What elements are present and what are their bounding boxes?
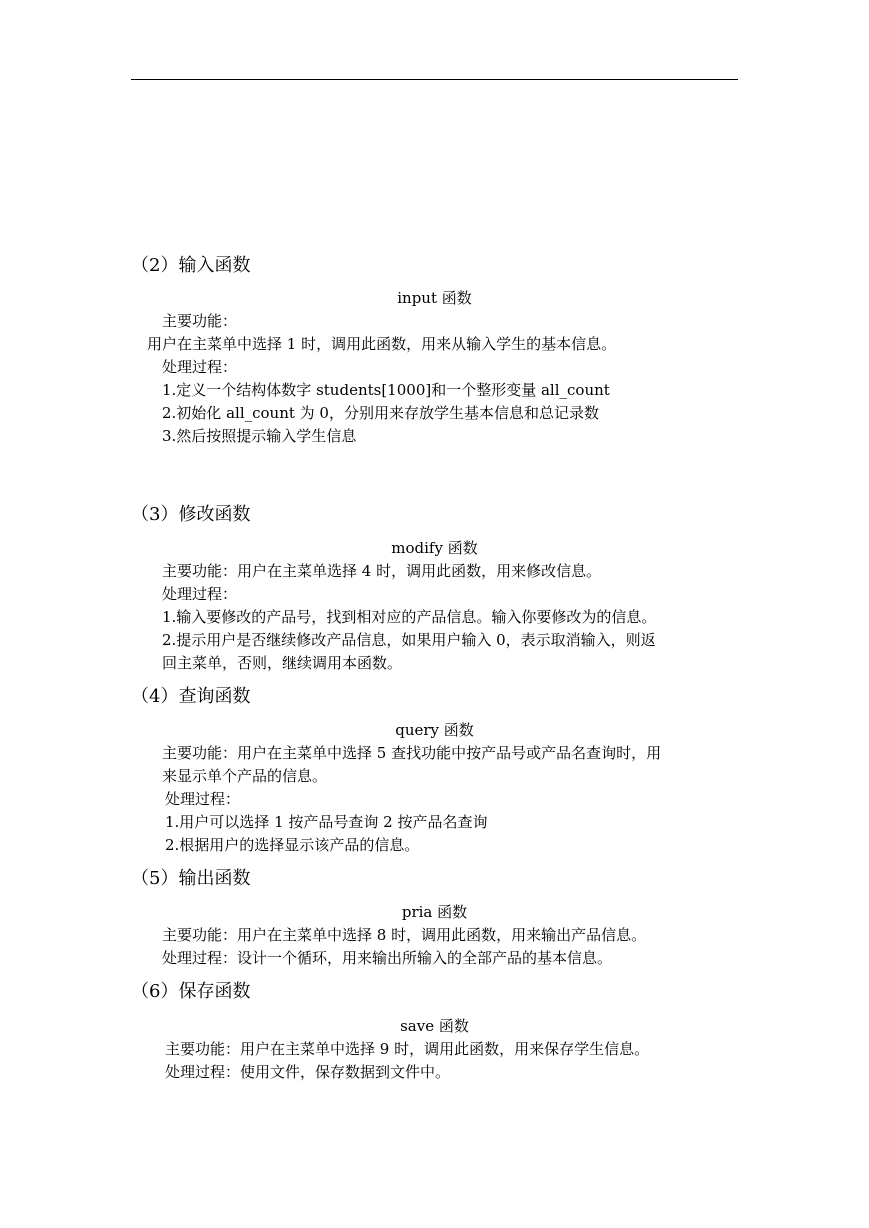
section-heading-input: （2）输入函数 xyxy=(131,255,251,276)
paragraph-line: 主要功能：用户在主菜单中选择 5 查找功能中按产品号或产品名查询时，用 xyxy=(162,744,662,762)
paragraph-line: 2.根据用户的选择显示该产品的信息。 xyxy=(165,836,420,854)
section-heading-query: （4）查询函数 xyxy=(131,686,251,707)
paragraph-line: 1.输入要修改的产品号，找到相对应的产品信息。输入你要修改为的信息。 xyxy=(162,608,657,626)
paragraph-line: 回主菜单，否则，继续调用本函数。 xyxy=(162,654,403,672)
section-caption-save: save 函数 xyxy=(400,1017,469,1035)
paragraph-line: 1.定义一个结构体数字 students[1000]和一个整形变量 all_count xyxy=(162,381,610,399)
paragraph-line: 处理过程： xyxy=(162,358,238,376)
section-caption-query: query 函数 xyxy=(395,721,474,739)
paragraph-line: 处理过程： xyxy=(162,585,238,603)
paragraph-line: 3.然后按照提示输入学生信息 xyxy=(162,427,357,445)
paragraph-line: 主要功能：用户在主菜单中选择 8 时，调用此函数，用来输出产品信息。 xyxy=(162,926,647,944)
paragraph-line: 来显示单个产品的信息。 xyxy=(162,767,328,785)
section-heading-output: （5）输出函数 xyxy=(131,868,251,889)
paragraph-line: 主要功能：用户在主菜单选择 4 时，调用此函数，用来修改信息。 xyxy=(162,562,602,580)
section-caption-input: input 函数 xyxy=(397,289,472,307)
section-caption-output: pria 函数 xyxy=(401,903,468,921)
section-heading-save: （6）保存函数 xyxy=(131,981,251,1002)
paragraph-line: 2.初始化 all_count 为 0，分别用来存放学生基本信息和总记录数 xyxy=(162,404,599,422)
paragraph-line: 处理过程： xyxy=(165,790,241,808)
paragraph-line: 处理过程：使用文件，保存数据到文件中。 xyxy=(165,1063,451,1081)
paragraph-line: 主要功能： xyxy=(162,312,238,330)
paragraph-line: 主要功能：用户在主菜单中选择 9 时，调用此函数，用来保存学生信息。 xyxy=(165,1040,650,1058)
section-heading-modify: （3）修改函数 xyxy=(131,504,251,525)
paragraph-line: 用户在主菜单中选择 1 时，调用此函数，用来从输入学生的基本信息。 xyxy=(147,335,617,353)
paragraph-line: 2.提示用户是否继续修改产品信息，如果用户输入 0，表示取消输入，则返 xyxy=(162,631,656,649)
paragraph-line: 1.用户可以选择 1 按产品号查询 2 按产品名查询 xyxy=(165,813,488,831)
section-caption-modify: modify 函数 xyxy=(391,539,478,557)
paragraph-line: 处理过程：设计一个循环，用来输出所输入的全部产品的基本信息。 xyxy=(162,949,613,967)
header-rule xyxy=(131,79,738,80)
